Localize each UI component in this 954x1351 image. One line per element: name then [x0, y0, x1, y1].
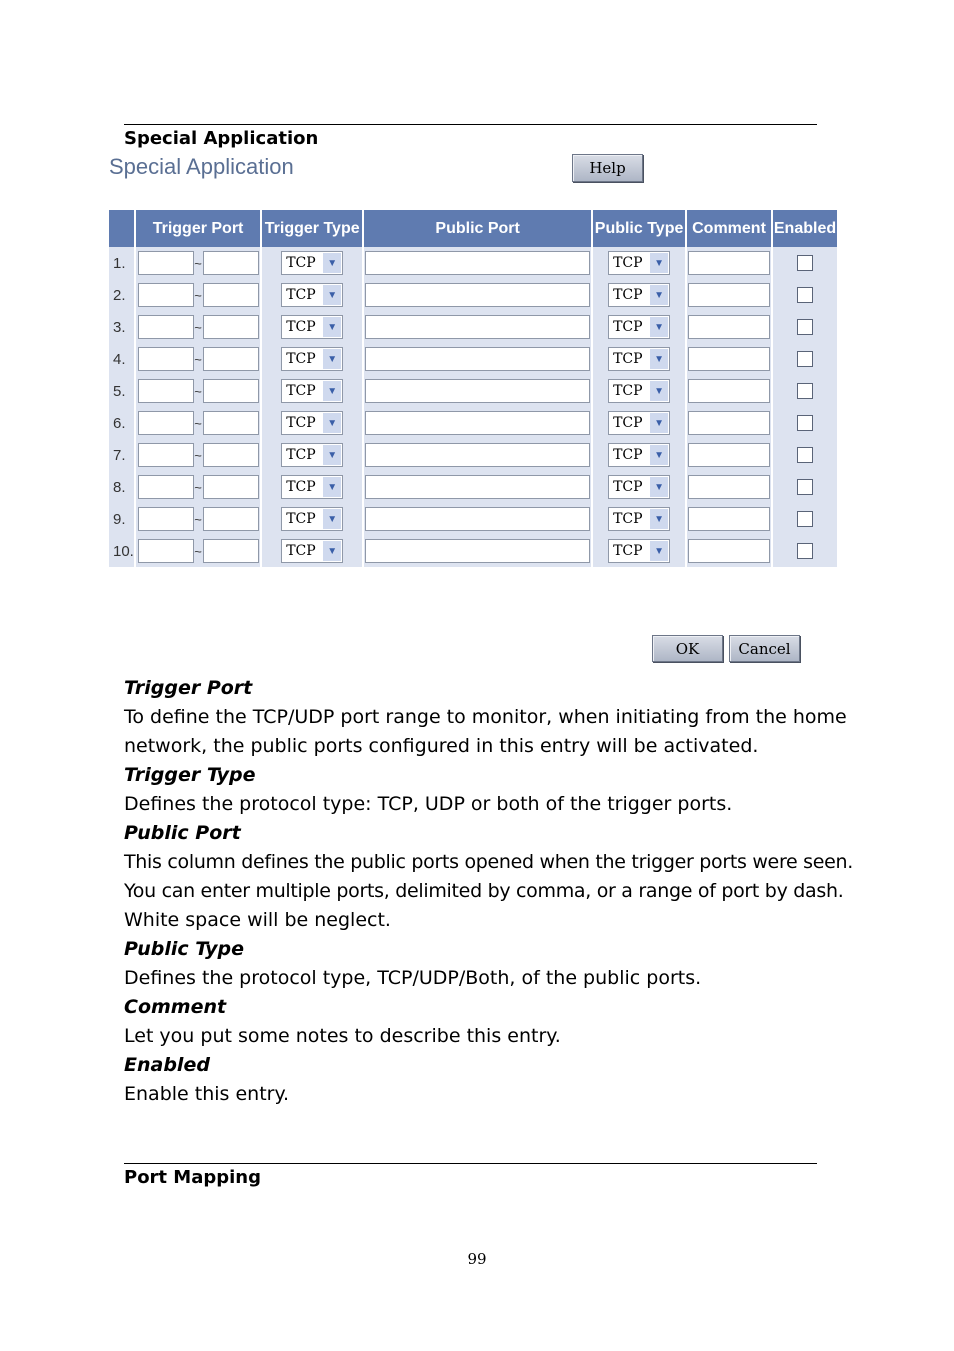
trigger-port-cell [136, 311, 260, 343]
comment-input[interactable] [688, 315, 770, 339]
comment-cell [687, 503, 771, 535]
chevron-down-icon[interactable]: ▼ [323, 445, 341, 465]
comment-input[interactable] [688, 379, 770, 403]
trigger-port-end-input[interactable] [203, 443, 259, 467]
chevron-down-icon[interactable]: ▼ [650, 509, 668, 529]
public-type-cell [593, 375, 685, 407]
desc-heading-comment: Comment [124, 996, 227, 1018]
enabled-checkbox[interactable] [797, 319, 813, 335]
trigger-type-value: TCP [286, 287, 316, 303]
trigger-type-select[interactable] [281, 475, 343, 499]
chevron-down-icon[interactable]: ▼ [323, 541, 341, 561]
trigger-type-cell [262, 343, 362, 375]
public-type-select[interactable] [608, 379, 670, 403]
cancel-button[interactable]: Cancel [729, 635, 800, 662]
trigger-type-value: TCP [286, 351, 316, 367]
desc-text: This column defines the public ports opened when the trigger ports were seen. [124, 851, 854, 873]
desc-heading-trigger-port: Trigger Port [124, 677, 253, 699]
public-type-select[interactable] [608, 507, 670, 531]
section-heading: Special Application [124, 128, 319, 149]
public-port-input[interactable] [365, 411, 590, 435]
comment-cell [687, 375, 771, 407]
public-type-value: TCP [613, 447, 643, 463]
public-type-value: TCP [613, 255, 643, 271]
row-index: 5. [109, 375, 134, 407]
desc-text: Enable this entry. [124, 1083, 290, 1105]
comment-input[interactable] [688, 251, 770, 275]
comment-input[interactable] [688, 283, 770, 307]
trigger-port-end-input[interactable] [203, 347, 259, 371]
public-port-cell [364, 343, 591, 375]
trigger-port-cell [136, 439, 260, 471]
public-type-cell [593, 247, 685, 279]
chevron-down-icon[interactable]: ▼ [323, 477, 341, 497]
trigger-type-value: TCP [286, 543, 316, 559]
page-number: 99 [467, 1250, 487, 1268]
desc-text: To define the TCP/UDP port range to monitor, when initiating from the home [124, 706, 847, 728]
desc-text: Defines the protocol type: TCP, UDP or both of the trigger ports. [124, 793, 733, 815]
public-port-cell [364, 279, 591, 311]
ok-button[interactable]: OK [652, 635, 723, 662]
table-row [109, 535, 837, 567]
comment-input[interactable] [688, 539, 770, 563]
trigger-port-end-input[interactable] [203, 251, 259, 275]
row-index: 6. [109, 407, 134, 439]
comment-cell [687, 471, 771, 503]
enabled-cell [773, 439, 837, 471]
enabled-checkbox[interactable] [797, 447, 813, 463]
header-index [109, 210, 134, 247]
trigger-port-cell [136, 471, 260, 503]
public-port-input[interactable] [365, 283, 590, 307]
public-type-cell [593, 407, 685, 439]
row-index: 8. [109, 471, 134, 503]
trigger-port-end-input[interactable] [203, 379, 259, 403]
trigger-port-start-input[interactable] [138, 507, 194, 531]
trigger-type-value: TCP [286, 479, 316, 495]
table-header-row [109, 210, 837, 247]
comment-cell [687, 279, 771, 311]
comment-cell [687, 407, 771, 439]
trigger-port-cell [136, 247, 260, 279]
chevron-down-icon[interactable]: ▼ [323, 253, 341, 273]
public-port-input[interactable] [365, 475, 590, 499]
table-row [109, 279, 837, 311]
trigger-type-select[interactable] [281, 347, 343, 371]
header-trigger-port: Trigger Port [136, 210, 260, 247]
enabled-checkbox[interactable] [797, 383, 813, 399]
desc-heading-trigger-type: Trigger Type [124, 764, 256, 786]
trigger-type-select[interactable] [281, 539, 343, 563]
public-type-cell [593, 535, 685, 567]
public-port-input[interactable] [365, 251, 590, 275]
public-port-cell [364, 439, 591, 471]
public-type-select[interactable] [608, 443, 670, 467]
port-range-separator: ~ [194, 287, 202, 303]
row-index: 2. [109, 279, 134, 311]
header-comment: Comment [687, 210, 771, 247]
comment-cell [687, 247, 771, 279]
public-port-cell [364, 503, 591, 535]
public-type-select[interactable] [608, 283, 670, 307]
table-row [109, 407, 837, 439]
public-type-value: TCP [613, 383, 643, 399]
public-type-cell [593, 439, 685, 471]
enabled-checkbox[interactable] [797, 479, 813, 495]
chevron-down-icon[interactable]: ▼ [650, 381, 668, 401]
port-range-separator: ~ [194, 447, 202, 463]
enabled-cell [773, 247, 837, 279]
trigger-port-cell [136, 535, 260, 567]
trigger-port-cell [136, 343, 260, 375]
trigger-type-value: TCP [286, 511, 316, 527]
desc-text: White space will be neglect. [124, 909, 391, 931]
enabled-cell [773, 375, 837, 407]
trigger-port-cell [136, 407, 260, 439]
trigger-port-start-input[interactable] [138, 411, 194, 435]
enabled-cell [773, 407, 837, 439]
port-range-separator: ~ [194, 319, 202, 335]
trigger-port-end-input[interactable] [203, 283, 259, 307]
desc-text: Defines the protocol type, TCP/UDP/Both, of the public ports. [124, 967, 702, 989]
row-index: 4. [109, 343, 134, 375]
trigger-type-cell [262, 247, 362, 279]
enabled-cell [773, 503, 837, 535]
trigger-type-value: TCP [286, 255, 316, 271]
public-type-select[interactable] [608, 411, 670, 435]
port-range-separator: ~ [194, 415, 202, 431]
table-row [109, 343, 837, 375]
trigger-type-cell [262, 407, 362, 439]
trigger-port-start-input[interactable] [138, 315, 194, 339]
header-trigger-type: Trigger Type [262, 210, 362, 247]
help-button[interactable]: Help [572, 154, 643, 182]
public-type-cell [593, 279, 685, 311]
public-port-input[interactable] [365, 315, 590, 339]
chevron-down-icon[interactable]: ▼ [650, 541, 668, 561]
top-rule [124, 124, 817, 125]
trigger-port-end-input[interactable] [203, 411, 259, 435]
comment-input[interactable] [688, 507, 770, 531]
chevron-down-icon[interactable]: ▼ [323, 317, 341, 337]
public-type-select[interactable] [608, 251, 670, 275]
table-row [109, 311, 837, 343]
comment-input[interactable] [688, 475, 770, 499]
public-type-cell [593, 343, 685, 375]
public-type-value: TCP [613, 351, 643, 367]
trigger-port-start-input[interactable] [138, 347, 194, 371]
trigger-port-start-input[interactable] [138, 379, 194, 403]
desc-text: Let you put some notes to describe this entry. [124, 1025, 561, 1047]
public-port-input[interactable] [365, 539, 590, 563]
row-index: 7. [109, 439, 134, 471]
bottom-rule [124, 1163, 817, 1164]
table-row [109, 471, 837, 503]
row-index: 9. [109, 503, 134, 535]
enabled-cell [773, 535, 837, 567]
enabled-checkbox[interactable] [797, 351, 813, 367]
comment-input[interactable] [688, 411, 770, 435]
trigger-type-value: TCP [286, 415, 316, 431]
chevron-down-icon[interactable]: ▼ [650, 477, 668, 497]
trigger-type-cell [262, 471, 362, 503]
trigger-port-start-input[interactable] [138, 283, 194, 307]
trigger-type-cell [262, 279, 362, 311]
desc-heading-enabled: Enabled [124, 1054, 210, 1076]
trigger-type-cell [262, 535, 362, 567]
comment-cell [687, 535, 771, 567]
table-row [109, 503, 837, 535]
row-index: 1. [109, 247, 134, 279]
trigger-port-cell [136, 279, 260, 311]
trigger-port-end-input[interactable] [203, 475, 259, 499]
comment-cell [687, 439, 771, 471]
header-enabled: Enabled [773, 210, 837, 247]
enabled-cell [773, 311, 837, 343]
enabled-cell [773, 279, 837, 311]
public-port-input[interactable] [365, 379, 590, 403]
public-type-value: TCP [613, 511, 643, 527]
comment-input[interactable] [688, 347, 770, 371]
desc-text: You can enter multiple ports, delimited by comma, or a range of port by dash. [124, 880, 844, 902]
trigger-type-value: TCP [286, 383, 316, 399]
comment-input[interactable] [688, 443, 770, 467]
chevron-down-icon[interactable]: ▼ [650, 349, 668, 369]
desc-heading-public-type: Public Type [124, 938, 244, 960]
public-type-select[interactable] [608, 475, 670, 499]
trigger-type-cell [262, 503, 362, 535]
chevron-down-icon[interactable]: ▼ [650, 253, 668, 273]
trigger-port-end-input[interactable] [203, 539, 259, 563]
next-section-heading: Port Mapping [124, 1167, 262, 1188]
port-range-separator: ~ [194, 351, 202, 367]
public-port-cell [364, 247, 591, 279]
public-port-cell [364, 471, 591, 503]
public-type-value: TCP [613, 415, 643, 431]
chevron-down-icon[interactable]: ▼ [323, 381, 341, 401]
desc-text: network, the public ports configured in this entry will be activated. [124, 735, 759, 757]
trigger-type-select[interactable] [281, 507, 343, 531]
public-type-cell [593, 471, 685, 503]
comment-cell [687, 343, 771, 375]
port-range-separator: ~ [194, 255, 202, 271]
field-descriptions [124, 674, 884, 1109]
trigger-port-start-input[interactable] [138, 251, 194, 275]
public-port-input[interactable] [365, 443, 590, 467]
trigger-port-start-input[interactable] [138, 475, 194, 499]
row-index: 10. [109, 535, 134, 567]
trigger-type-select[interactable] [281, 443, 343, 467]
port-range-separator: ~ [194, 511, 202, 527]
public-port-input[interactable] [365, 507, 590, 531]
port-range-separator: ~ [194, 479, 202, 495]
comment-cell [687, 311, 771, 343]
chevron-down-icon[interactable]: ▼ [650, 445, 668, 465]
trigger-type-select[interactable] [281, 251, 343, 275]
port-range-separator: ~ [194, 543, 202, 559]
chevron-down-icon[interactable]: ▼ [650, 317, 668, 337]
public-type-select[interactable] [608, 539, 670, 563]
trigger-port-start-input[interactable] [138, 443, 194, 467]
trigger-type-value: TCP [286, 319, 316, 335]
chevron-down-icon[interactable]: ▼ [323, 509, 341, 529]
header-public-type: Public Type [593, 210, 685, 247]
trigger-type-value: TCP [286, 447, 316, 463]
public-type-select[interactable] [608, 315, 670, 339]
public-port-cell [364, 375, 591, 407]
trigger-type-cell [262, 439, 362, 471]
enabled-cell [773, 343, 837, 375]
public-type-value: TCP [613, 287, 643, 303]
trigger-type-cell [262, 375, 362, 407]
enabled-checkbox[interactable] [797, 543, 813, 559]
trigger-type-select[interactable] [281, 411, 343, 435]
panel-title: Special Application [109, 154, 294, 179]
enabled-checkbox[interactable] [797, 255, 813, 271]
public-type-value: TCP [613, 479, 643, 495]
enabled-checkbox[interactable] [797, 511, 813, 527]
public-type-value: TCP [613, 543, 643, 559]
chevron-down-icon[interactable]: ▼ [323, 349, 341, 369]
public-port-input[interactable] [365, 347, 590, 371]
enabled-checkbox[interactable] [797, 415, 813, 431]
trigger-type-select[interactable] [281, 315, 343, 339]
public-type-cell [593, 503, 685, 535]
chevron-down-icon[interactable]: ▼ [650, 285, 668, 305]
row-index: 3. [109, 311, 134, 343]
trigger-port-start-input[interactable] [138, 539, 194, 563]
port-range-separator: ~ [194, 383, 202, 399]
special-application-table [107, 210, 839, 567]
chevron-down-icon[interactable]: ▼ [650, 413, 668, 433]
trigger-type-cell [262, 311, 362, 343]
public-type-select[interactable] [608, 347, 670, 371]
chevron-down-icon[interactable]: ▼ [323, 413, 341, 433]
public-type-cell [593, 311, 685, 343]
table-row [109, 247, 837, 279]
chevron-down-icon[interactable]: ▼ [323, 285, 341, 305]
trigger-type-select[interactable] [281, 379, 343, 403]
public-port-cell [364, 535, 591, 567]
enabled-checkbox[interactable] [797, 287, 813, 303]
public-port-cell [364, 311, 591, 343]
public-port-cell [364, 407, 591, 439]
table-row [109, 439, 837, 471]
table-row [109, 375, 837, 407]
trigger-type-select[interactable] [281, 283, 343, 307]
enabled-cell [773, 471, 837, 503]
trigger-port-cell [136, 503, 260, 535]
header-public-port: Public Port [364, 210, 591, 247]
desc-heading-public-port: Public Port [124, 822, 241, 844]
trigger-port-end-input[interactable] [203, 507, 259, 531]
trigger-port-end-input[interactable] [203, 315, 259, 339]
public-type-value: TCP [613, 319, 643, 335]
trigger-port-cell [136, 375, 260, 407]
